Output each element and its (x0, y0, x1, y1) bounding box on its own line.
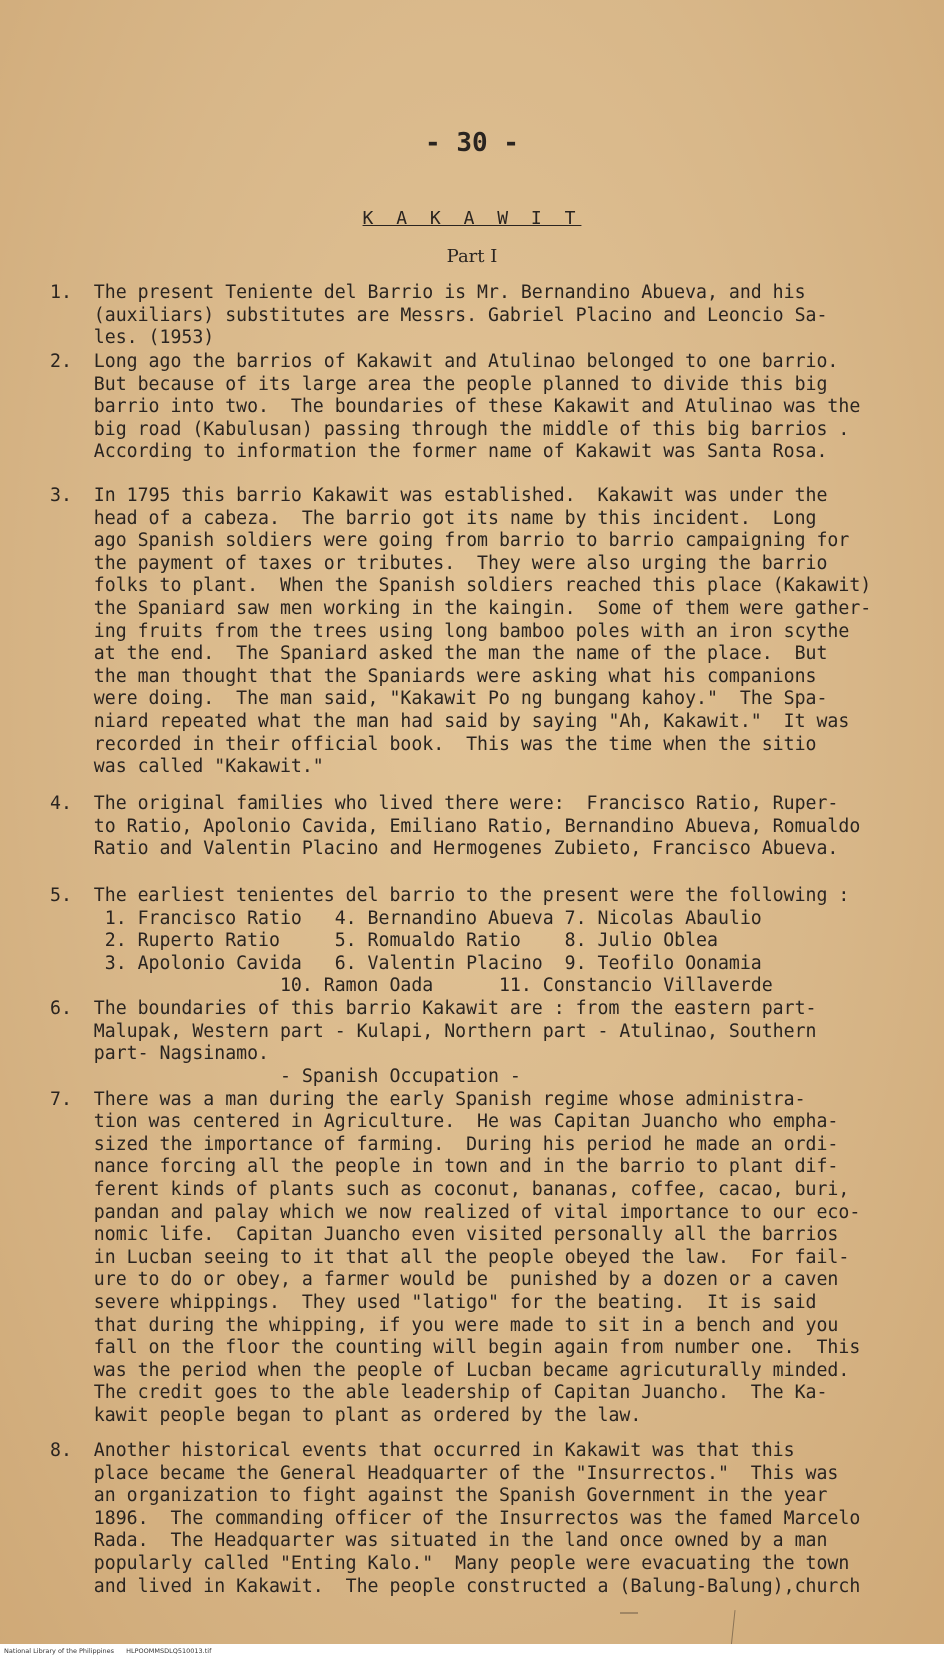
text-line: head of a cabeza. The barrio got its name by this incident. Long (50, 507, 817, 529)
text-line: 6. The boundaries of this barrio Kakawit are : from the eastern part- (50, 997, 817, 1019)
text-line: les. (1953) (50, 327, 215, 349)
text-line: at the end. The Spaniard asked the man the name of the place. But (50, 643, 828, 665)
text-line: big road (Kabulusan) passing through the middle of this big barrios . (50, 418, 850, 440)
text-line: 1. The present Teniente del Barrio is Mr. Bernandino Abueva, and his (50, 282, 806, 303)
text-line: sized the importance of farming. During his period he made an ordi- (50, 1133, 839, 1155)
text-line: ure to do or obey, a farmer would be punished by a dozen or a caven (50, 1269, 839, 1291)
text-line: the Spaniard saw men working in the kaingin. Some of them were gather- (50, 597, 872, 619)
text-line: barrio into two. The boundaries of these Kakawit and Atulinao was the (50, 396, 861, 418)
part-heading: Part I (446, 246, 498, 267)
text-line: 1896. The commanding officer of the Insurrectos was the famed Marcelo (50, 1507, 861, 1529)
text-line: an organization to fight against the Spanish Government in the year (50, 1485, 828, 1507)
section-6 (50, 1066, 900, 1428)
text-line: to Ratio, Apolonio Cavida, Emiliano Ratio, Bernandino Abueva, Romualdo (50, 815, 861, 837)
text-line: pandan and palay which we now realized of vital importance to our eco- (50, 1201, 861, 1223)
section-2 (50, 351, 900, 464)
text-line: place became the General Headquarter of the "Insurrectos." This was (50, 1462, 839, 1484)
section-5 (50, 885, 900, 1066)
text-line: folks to plant. When the Spanish soldiers reached this place (Kakawit) (50, 575, 872, 597)
text-line: part- Nagsinamo. (50, 1043, 269, 1065)
subheading: - Spanish Occupation - (50, 1066, 521, 1087)
text-line: niard repeated what the man had said by saying "Ah, Kakawit." It was (50, 710, 850, 732)
text-line: were doing. The man said, "Kakawit Po ng bungang kahoy." The Spa- (50, 688, 828, 710)
document-title: K A K A W I T (362, 208, 582, 229)
text-line: Ratio and Valentin Placino and Hermogenes Zubieto, Francisco Abueva. (50, 838, 839, 860)
text-line: and lived in Kakawit. The people constructed a (Balung-Balung),church (50, 1575, 861, 1597)
text-line: kawit people began to plant as ordered by the law. (50, 1404, 642, 1426)
text-line: was called "Kakawit." (50, 756, 324, 778)
text-line: 3. In 1795 this barrio Kakawit was established. Kakawit was under the (50, 485, 828, 506)
text-line: recorded in their official book. This was the time when the sitio (50, 733, 817, 755)
text-line: in Lucban seeing to it that all the people obeyed the law. For fail- (50, 1246, 850, 1268)
text-line: severe whippings. They used "latigo" for the beating. It is said (50, 1291, 817, 1313)
text-line: nomic life. Capitan Juancho even visited personally all the barrios (50, 1224, 839, 1246)
text-line: ferent kinds of plants such as coconut, bananas, coffee, cacao, buri, (50, 1178, 850, 1200)
text-line: 2. Long ago the barrios of Kakawit and Atulinao belonged to one barrio. (50, 351, 839, 372)
text-line: tion was centered in Agriculture. He was Capitan Juancho who empha- (50, 1111, 839, 1133)
text-line: 8. Another historical events that occurred in Kakawit was that this (50, 1440, 795, 1461)
text-line: was the period when the people of Lucban became agricuturally minded. (50, 1359, 850, 1381)
text-line: ago Spanish soldiers were going from barrio to barrio campaigning for (50, 530, 850, 552)
text-line: the man thought that the Spaniards were asking what his companions (50, 665, 817, 687)
text-line: popularly called "Enting Kalo." Many people were evacuating the town (50, 1552, 850, 1574)
text-line: ing fruits from the trees using long bamboo poles with an iron scythe (50, 620, 850, 642)
text-line: the payment of taxes or tributes. They were also urging the barrio (50, 552, 828, 574)
text-line: 3. Apolonio Cavida 6. Valentin Placino 9. Teofilo Oonamia (50, 952, 762, 974)
text-line: (auxiliars) substitutes are Messrs. Gabriel Placino and Leoncio Sa- (50, 304, 828, 326)
section-7 (50, 1440, 900, 1598)
page-number: - 30 - (425, 128, 519, 158)
text-line: 1. Francisco Ratio 4. Bernandino Abueva 7. Nicolas Abaulio (50, 907, 762, 929)
footer-file: HLPOOMMSDLQ510013.tif (126, 1647, 212, 1655)
text-line: 5. The earliest tenientes del barrio to the present were the following : (50, 885, 850, 906)
text-line: nance forcing all the people in town and in the barrio to plant dif- (50, 1156, 839, 1178)
section-3 (50, 485, 900, 779)
text-line: 4. The original families who lived there were: Francisco Ratio, Ruper- (50, 793, 839, 814)
text-line: 10. Ramon Oada 11. Constancio Villaverde (50, 975, 773, 997)
text-line: that during the whipping, if you were made to sit in a bench and you (50, 1314, 839, 1336)
text-line: 2. Ruperto Ratio 5. Romualdo Ratio 8. Julio Oblea (50, 930, 718, 952)
text-line: The credit goes to the able leadership of Capitan Juancho. The Ka- (50, 1382, 828, 1404)
text-line: But because of its large area the people planned to divide this big (50, 373, 828, 395)
footer-library: National Library of the Philippines (4, 1647, 115, 1655)
text-line: Malupak, Western part - Kulapi, Northern part - Atulinao, Southern (50, 1020, 817, 1042)
text-line: 7. There was a man during the early Spanish regime whose administra- (50, 1088, 806, 1110)
scan-footer (0, 1644, 944, 1658)
text-line: According to information the former name of Kakawit was Santa Rosa. (50, 441, 828, 463)
section-4 (50, 793, 900, 861)
text-line: Rada. The Headquarter was situated in the land once owned by a man (50, 1530, 828, 1552)
text-line: fall on the floor the counting will begin again from number one. This (50, 1337, 861, 1359)
section-1 (50, 282, 900, 350)
pencil-mark (620, 1612, 638, 1614)
